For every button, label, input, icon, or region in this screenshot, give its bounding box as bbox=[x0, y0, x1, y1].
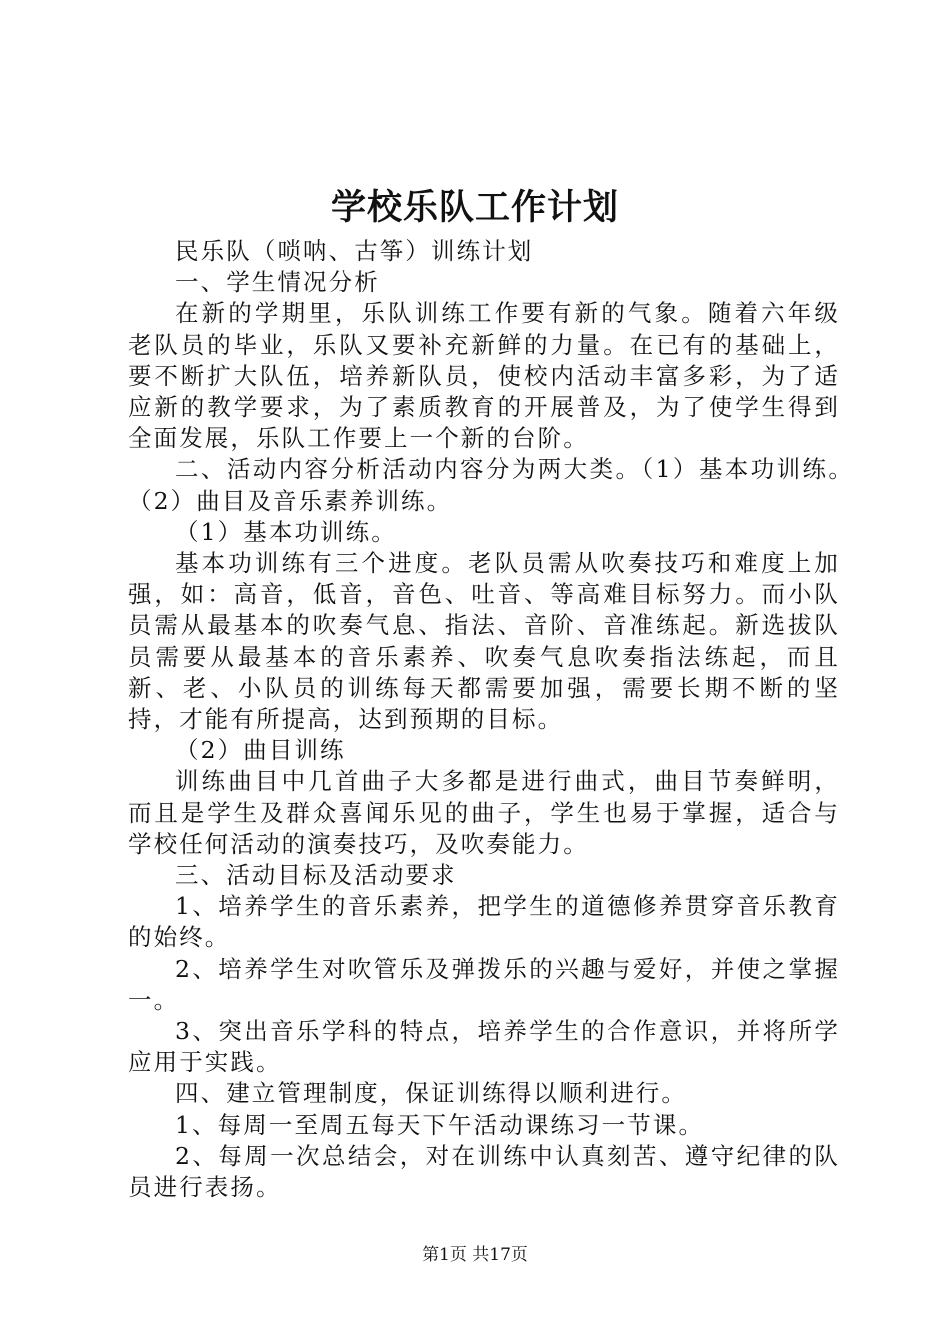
paragraph-heading-1: 一、学生情况分析 bbox=[175, 268, 380, 297]
paragraph-basic-training: 基本功训练有三个进度。老队员需从吹奏技巧和难度上加强，如：高音，低音，音色、吐音、等高难目标努力。而小队员需从最基本的吹奏气息、指法、音阶、音准练起。新选拔队员需要从最基本的音乐素养、吹奏气息吹奏指法练起，而且新、老、小队员的训练每天都需要加强，需要长期不断的坚持，才能有所提高，达到预期的目标。 bbox=[128, 549, 840, 734]
document-body bbox=[128, 236, 854, 1203]
paragraph-repertoire-heading: （2）曲目训练 bbox=[175, 736, 346, 765]
paragraph-goal-2: 2、培养学生对吹管乐及弹拨乐的兴趣与爱好，并使之掌握一。 bbox=[128, 954, 840, 1014]
paragraph-subtitle: 民乐队（唢呐、古筝）训练计划 bbox=[175, 237, 534, 265]
paragraph-repertoire: 训练曲目中几首曲子大多都是进行曲式，曲目节奏鲜明，而且是学生及群众喜闻乐见的曲子，学生也易于掌握，适合与学校任何活动的演奏技巧，及吹奏能力。 bbox=[128, 767, 840, 858]
document-title: 学校乐队工作计划 bbox=[330, 187, 619, 228]
paragraph-basic-training-heading: （1）基本功训练。 bbox=[175, 517, 397, 546]
paragraph-goal-3: 3、突出音乐学科的特点，培养学生的合作意识，并将所学应用于实践。 bbox=[128, 1017, 840, 1077]
paragraph-heading-4: 四、建立管理制度，保证训练得以顺利进行。 bbox=[175, 1079, 687, 1108]
paragraph-goal-1: 1、培养学生的音乐素养，把学生的道德修养贯穿音乐教育的始终。 bbox=[128, 892, 840, 952]
paragraph-heading-3: 三、活动目标及活动要求 bbox=[175, 861, 457, 890]
paragraph-heading-2: 二、活动内容分析活动内容分为两大类。（1）基本功训练。（2）曲目及音乐素养训练。 bbox=[128, 455, 854, 515]
paragraph-rule-1: 1、每周一至周五每天下午活动课练习一节课。 bbox=[175, 1110, 705, 1139]
paragraph-rule-2: 2、每周一次总结会，对在训练中认真刻苦、遵守纪律的队员进行表扬。 bbox=[128, 1141, 840, 1202]
paragraph-student-analysis: 在新的学期里，乐队训练工作要有新的气象。随着六年级老队员的毕业，乐队又要补充新鲜的力量。在已有的基础上，要不断扩大队伍，培养新队员，使校内活动丰富多彩，为了适应新的教学要求，为了素质教育的开展普及，为了使学生得到全面发展，乐队工作要上一个新的台阶。 bbox=[128, 299, 840, 453]
page-footer: 第1页 共17页 bbox=[422, 1245, 528, 1265]
